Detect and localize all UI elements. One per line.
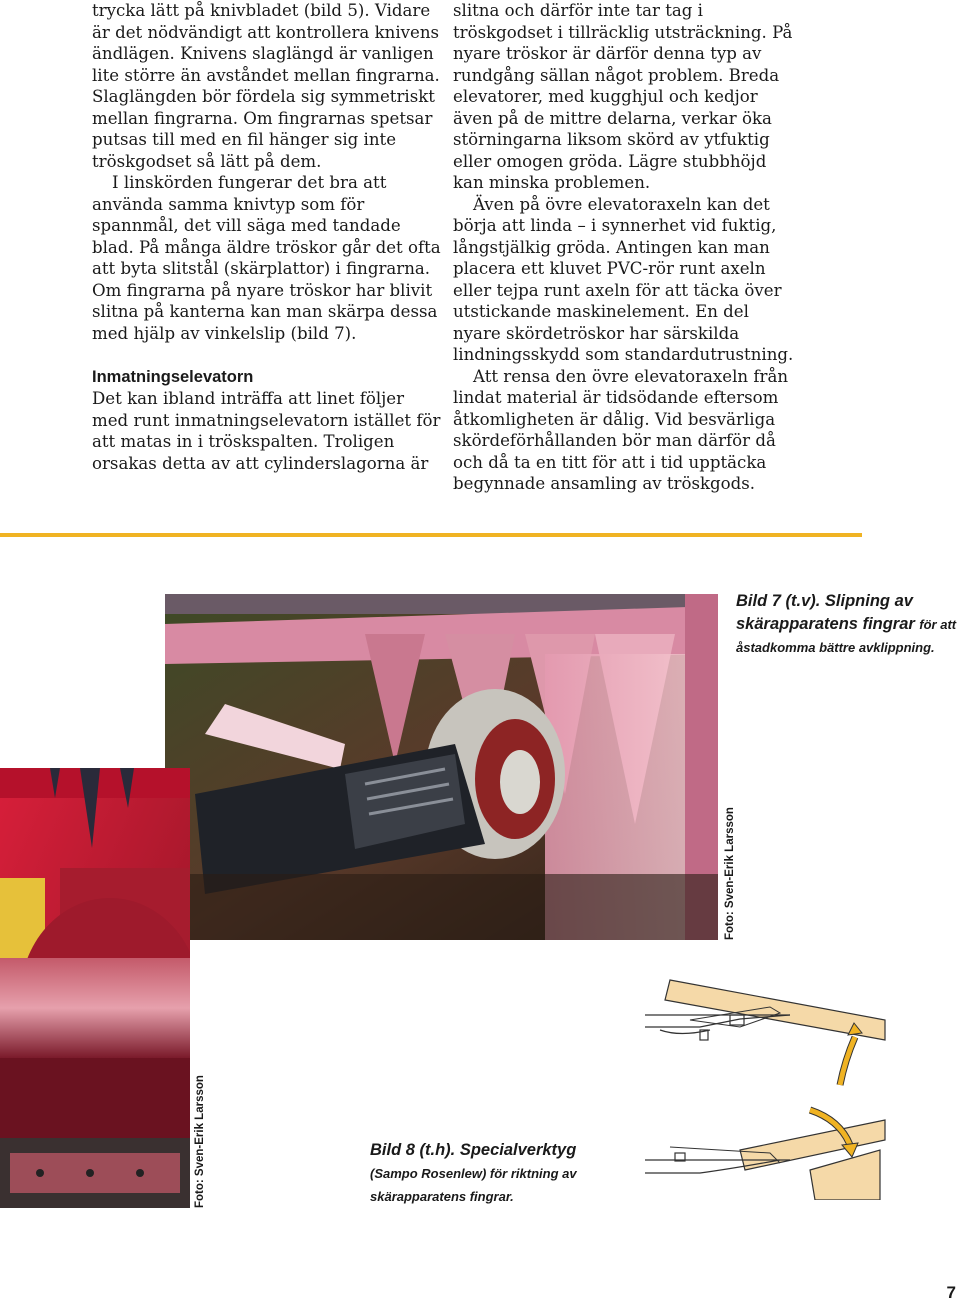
section-heading: Inmatningselevatorn bbox=[92, 368, 254, 386]
paragraph: slitna och därför inte tar tag i tröskgodset i tillräcklig utsträckning. På nyare tröskor är därför denna typ av rundgång sällan något problem. Breda elevatorer, med kugghjul och kedjor även på de mittre delarna, verkar öka störningarna liksom skörd av ytfuktig eller omogen gröda. Lägre stubbhöjd kan minska problemen. bbox=[453, 1, 793, 192]
caption-text: (Sampo Rosenlew) för riktning av skärapparatens fingrar. bbox=[370, 1166, 577, 1204]
right-column bbox=[453, 0, 798, 495]
tool-diagram bbox=[640, 975, 890, 1200]
caption-title: Bild 7 (t.v). Slipning av skärapparatens fingrar bbox=[736, 592, 915, 633]
caption-text: för att åstadkomma bättre avklippning. bbox=[736, 617, 957, 655]
paragraph: trycka lätt på knivbladet (bild 5). Vidare är det nödvändigt att kontrollera knivens ändlägen. Knivens slaglängd är vanligen lite större än avståndet mellan fingrarna. Slaglängden bör fördela sig symmetriskt mellan fingrarna. Om fingrarnas spetsar putsas till med en fil hänger sig inte tröskgodset så lätt på dem. bbox=[92, 1, 440, 171]
divider-rule bbox=[0, 533, 862, 537]
paragraph: Även på övre elevatoraxeln kan det börja att linda – i synnerhet vid fuktig, långstjälkig gröda. Antingen kan man placera ett kluvet PVC-rör runt axeln eller tejpa runt axeln för att täcka över utstickande maskinelement. En del nyare skördetröskor har särskilda lindningsskydd som standardutrustning. bbox=[453, 194, 794, 364]
left-column bbox=[92, 0, 442, 474]
paragraph: I linskörden fungerar det bra att använda samma knivtyp som för spannmål, det vill säga med tandade blad. På många äldre tröskor går det ofta att byta slitstål (skärplattor) i fingrarna. Om fingrarna på nyare tröskor har blivit slitna på kanterna kan man skärpa dessa med hjälp av vinkelslip (bild 7). bbox=[92, 173, 441, 343]
photo-credit: Foto: Sven-Erik Larsson bbox=[724, 807, 736, 940]
figure-caption-bild7 bbox=[736, 590, 958, 659]
caption-title: Bild 8 (t.h). Specialverktyg bbox=[370, 1141, 577, 1159]
paragraph: Att rensa den övre elevatoraxeln från lindat material är tidsödande eftersom åtkomligheten är dålig. Vid besvärliga skördeförhållanden bör man därför då och då ta en titt för att i tid upptäcka begynnade ansamling av tröskgods. bbox=[453, 366, 789, 493]
photo-feed-elevator bbox=[0, 768, 190, 1208]
tool-drawing-top bbox=[645, 980, 885, 1085]
page-number: 7 bbox=[946, 1283, 956, 1302]
figure-caption-bild8 bbox=[370, 1138, 640, 1208]
tool-drawing-bottom bbox=[645, 1110, 885, 1200]
photo-angle-grinder bbox=[165, 594, 718, 940]
photo-credit: Foto: Sven-Erik Larsson bbox=[194, 1075, 206, 1208]
paragraph: Det kan ibland inträffa att linet följer med runt inmatningselevatorn istället för att matas in i tröskspalten. Troligen orsakas detta av att cylinderslagorna är bbox=[92, 389, 441, 473]
